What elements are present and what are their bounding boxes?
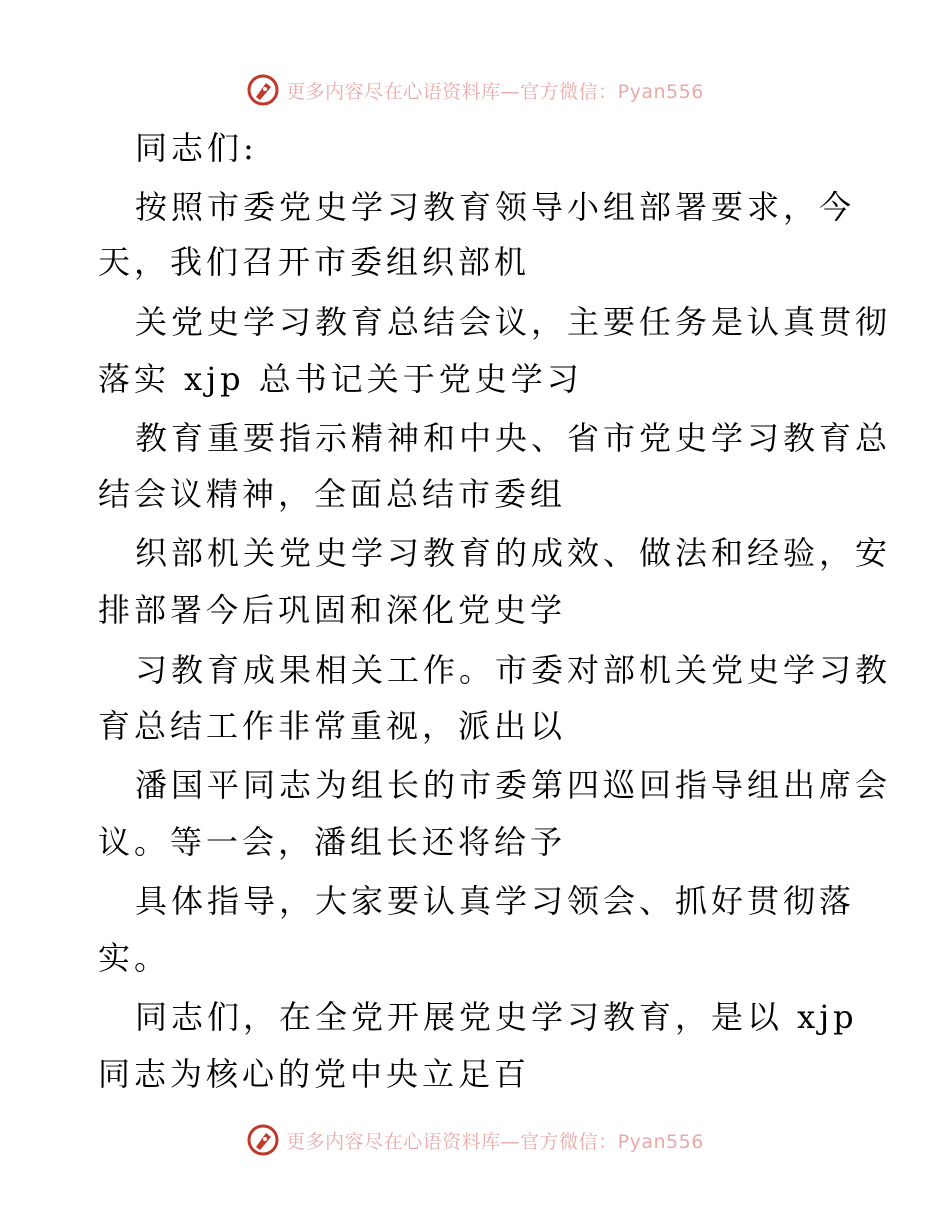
text-line: 织部机关党史学习教育的成效、做法和经验，安 [135,534,892,572]
text-line: 习教育成果相关工作。市委对部机关党史学习教 [135,651,892,689]
text-line: 按照市委党史学习教育领导小组部署要求，今 [135,188,856,226]
text-line: 落实 xjp 总书记关于党史学习 [98,360,583,398]
pen-nib-circle-icon [246,1123,280,1157]
text-line: 议。等一会，潘组长还将给予 [98,823,567,861]
text-line: 实。 [98,939,171,977]
text-line: 教育重要指示精神和中央、省市党史学习教育总 [135,419,892,457]
watermark-text: 更多内容尽在心语资料库—官方微信：Pyan556 [286,1130,704,1153]
footer-watermark [0,1120,950,1160]
text-line: 排部署今后巩固和深化党史学 [98,591,567,629]
text-line: 天，我们召开市委组织部机 [98,243,531,281]
watermark-text: 更多内容尽在心语资料库—官方微信：Pyan556 [286,80,704,103]
text-line: 关党史学习教育总结会议，主要任务是认真贯彻 [135,303,892,341]
text-line: 同志为核心的党中央立足百 [98,1055,531,1093]
header-watermark [0,70,950,110]
text-line: 育总结工作非常重视，派出以 [98,707,567,745]
pen-nib-circle-icon [246,73,280,107]
text-line: 潘国平同志为组长的市委第四巡回指导组出席会 [135,766,892,804]
text-line: 具体指导，大家要认真学习领会、抓好贯彻落 [135,882,856,920]
text-line: 结会议精神，全面总结市委组 [98,475,567,513]
text-line: 同志们: [135,129,258,167]
text-line: 同志们，在全党开展党史学习教育，是以 xjp [135,998,858,1036]
